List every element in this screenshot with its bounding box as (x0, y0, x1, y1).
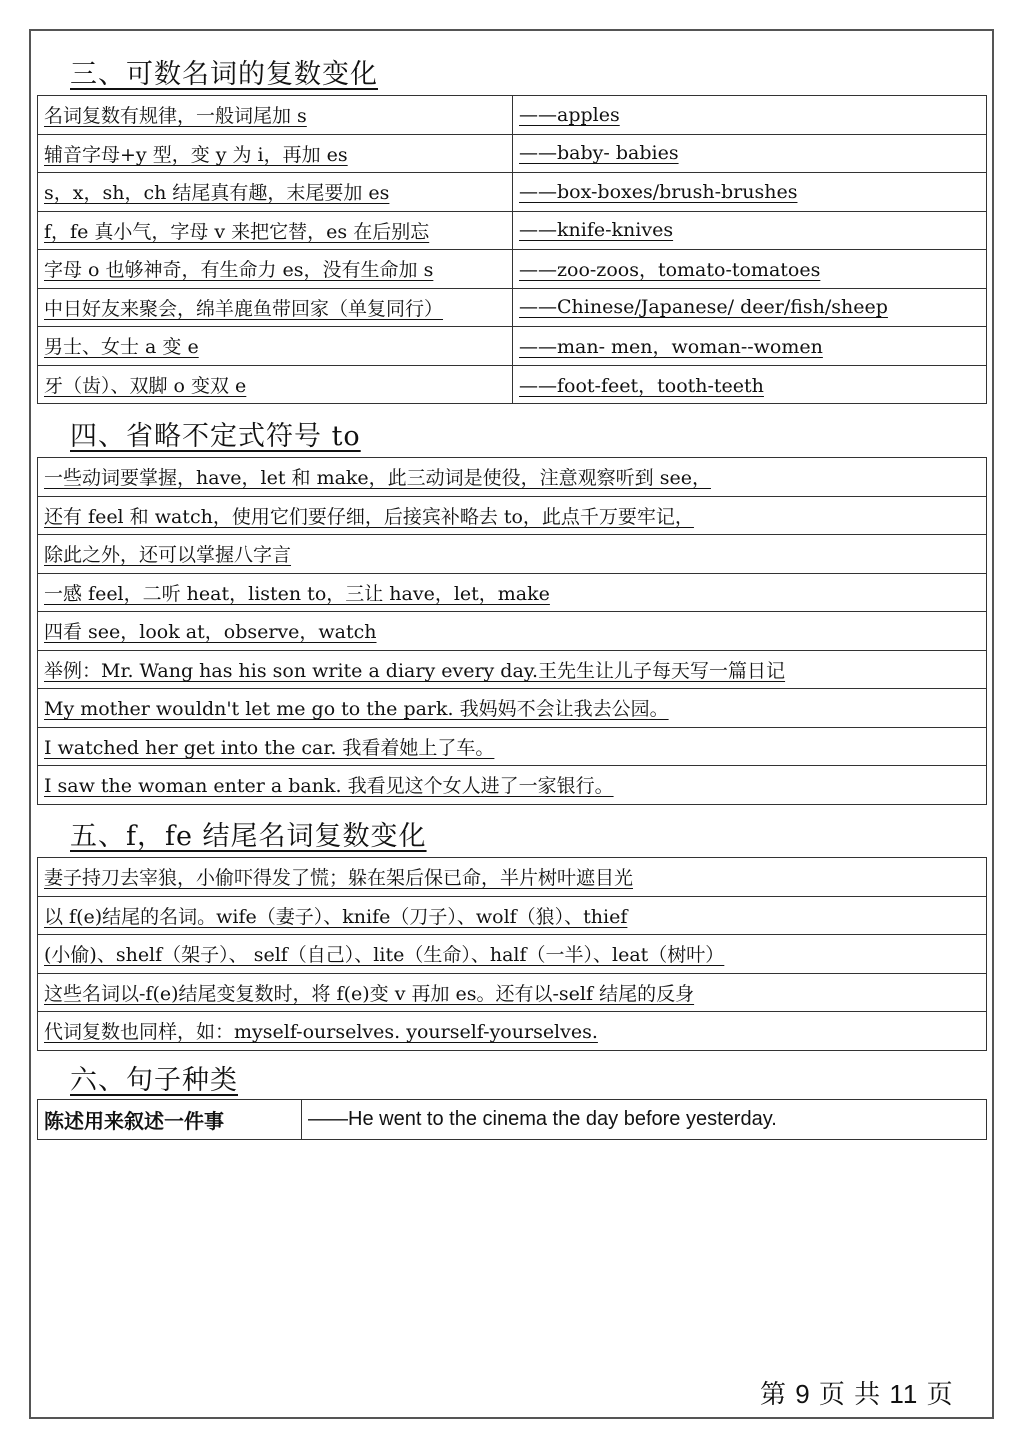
table-row (38, 211, 987, 250)
table-row (38, 858, 987, 897)
line-text: 这些名词以-f(e)结尾变复数时，将 f(e)变 v 再加 es。还有以-self 结尾的反身 (44, 982, 695, 1005)
example-text: ——apples (519, 103, 620, 126)
sentence-types-table (37, 1099, 987, 1140)
rule-text: 字母 o 也够神奇，有生命力 es，没有生命加 s (44, 259, 434, 282)
table-row (38, 727, 987, 766)
table-row (38, 535, 987, 574)
rule-text: 名词复数有规律，一般词尾加 s (44, 105, 307, 128)
table-row (38, 327, 987, 366)
section-title-omit-to: 四、省略不定式符号 to (70, 421, 361, 452)
table-row (38, 288, 987, 327)
table-row (38, 612, 987, 651)
omit-to-table (37, 457, 987, 805)
line-text: I saw the woman enter a bank. 我看见这个女人进了一家银行。 (44, 775, 614, 798)
rule-text: s，x，sh，ch 结尾真有趣，末尾要加 es (44, 182, 390, 205)
section-title-plural-nouns: 三、可数名词的复数变化 (70, 59, 378, 90)
table-row (38, 365, 987, 404)
table-row (38, 1100, 987, 1140)
table-row (38, 250, 987, 289)
example-text: ——knife-knives (519, 219, 674, 242)
line-text: 妻子持刀去宰狼，小偷吓得发了慌；躲在架后保已命，半片树叶遮目光 (44, 867, 634, 890)
section-title-sentence-types: 六、句子种类 (70, 1065, 238, 1096)
table-row (38, 496, 987, 535)
page-indicator: 第 9 页 共 11 页 (760, 1379, 954, 1409)
rule-text: 牙（齿）、双脚 o 变双 e (44, 374, 247, 397)
rule-text: 中日好友来聚会，绵羊鹿鱼带回家（单复同行） (44, 297, 444, 320)
table-row (38, 573, 987, 612)
line-text: 举例：Mr. Wang has his son write a diary every day.王先生让儿子每天写一篇日记 (44, 659, 786, 682)
table-row (38, 766, 987, 805)
line-text: 还有 feel 和 watch，使用它们要仔细，后接宾补略去 to，此点千万要牢记， (44, 505, 694, 528)
table-row (38, 935, 987, 974)
line-text: 一感 feel，二听 heat，listen to，三让 have，let，make (44, 582, 550, 605)
line-text: 代词复数也同样，如：myself-ourselves. yourself-yourselves. (44, 1021, 598, 1044)
example-text: ——man- men，woman--women (519, 336, 823, 359)
plural-rules-table (37, 95, 987, 404)
sentence-type-example: ——He went to the cinema the day before yesterday. (302, 1100, 987, 1140)
table-row (38, 689, 987, 728)
rule-text: 男士、女士 a 变 e (44, 336, 199, 359)
table-row (38, 96, 987, 135)
example-text: ——zoo-zoos，tomato-tomatoes (519, 259, 821, 282)
line-text: 四看 see，look at，observe，watch (44, 621, 377, 644)
table-row (38, 134, 987, 173)
rule-text: 辅音字母+y 型，变 y 为 i，再加 es (44, 143, 348, 166)
table-row (38, 173, 987, 212)
line-text: (小偷)、shelf（架子）、 self（自己）、lite（生命）、half（一半）、leat（树叶） (44, 944, 725, 967)
example-text: ——baby- babies (519, 142, 679, 165)
table-row (38, 896, 987, 935)
rule-text: f，fe 真小气，字母 v 来把它替，es 在后别忘 (44, 220, 430, 243)
table-row (38, 1012, 987, 1051)
example-text: ——Chinese/Japanese/ deer/fish/sheep (519, 296, 888, 319)
table-row (38, 973, 987, 1012)
table-row (38, 650, 987, 689)
section-title-f-fe-plural: 五、f，fe 结尾名词复数变化 (70, 821, 427, 852)
line-text: My mother wouldn't let me go to the park. 我妈妈不会让我去公园。 (44, 698, 669, 721)
line-text: 以 f(e)结尾的名词。wife（妻子）、knife（刀子）、wolf（狼）、thief (44, 905, 628, 928)
line-text: I watched her get into the car. 我看着她上了车。 (44, 736, 495, 759)
table-row (38, 458, 987, 497)
line-text: 除此之外，还可以掌握八字言 (44, 544, 292, 567)
f-fe-table (37, 857, 987, 1051)
example-text: ——box-boxes/brush-brushes (519, 180, 798, 203)
line-text: 一些动词要掌握，have，let 和 make，此三动词是使役，注意观察听到 see， (44, 467, 711, 490)
sentence-type-label: 陈述用来叙述一件事 (38, 1100, 302, 1140)
example-text: ——foot-feet，tooth-teeth (519, 374, 764, 397)
